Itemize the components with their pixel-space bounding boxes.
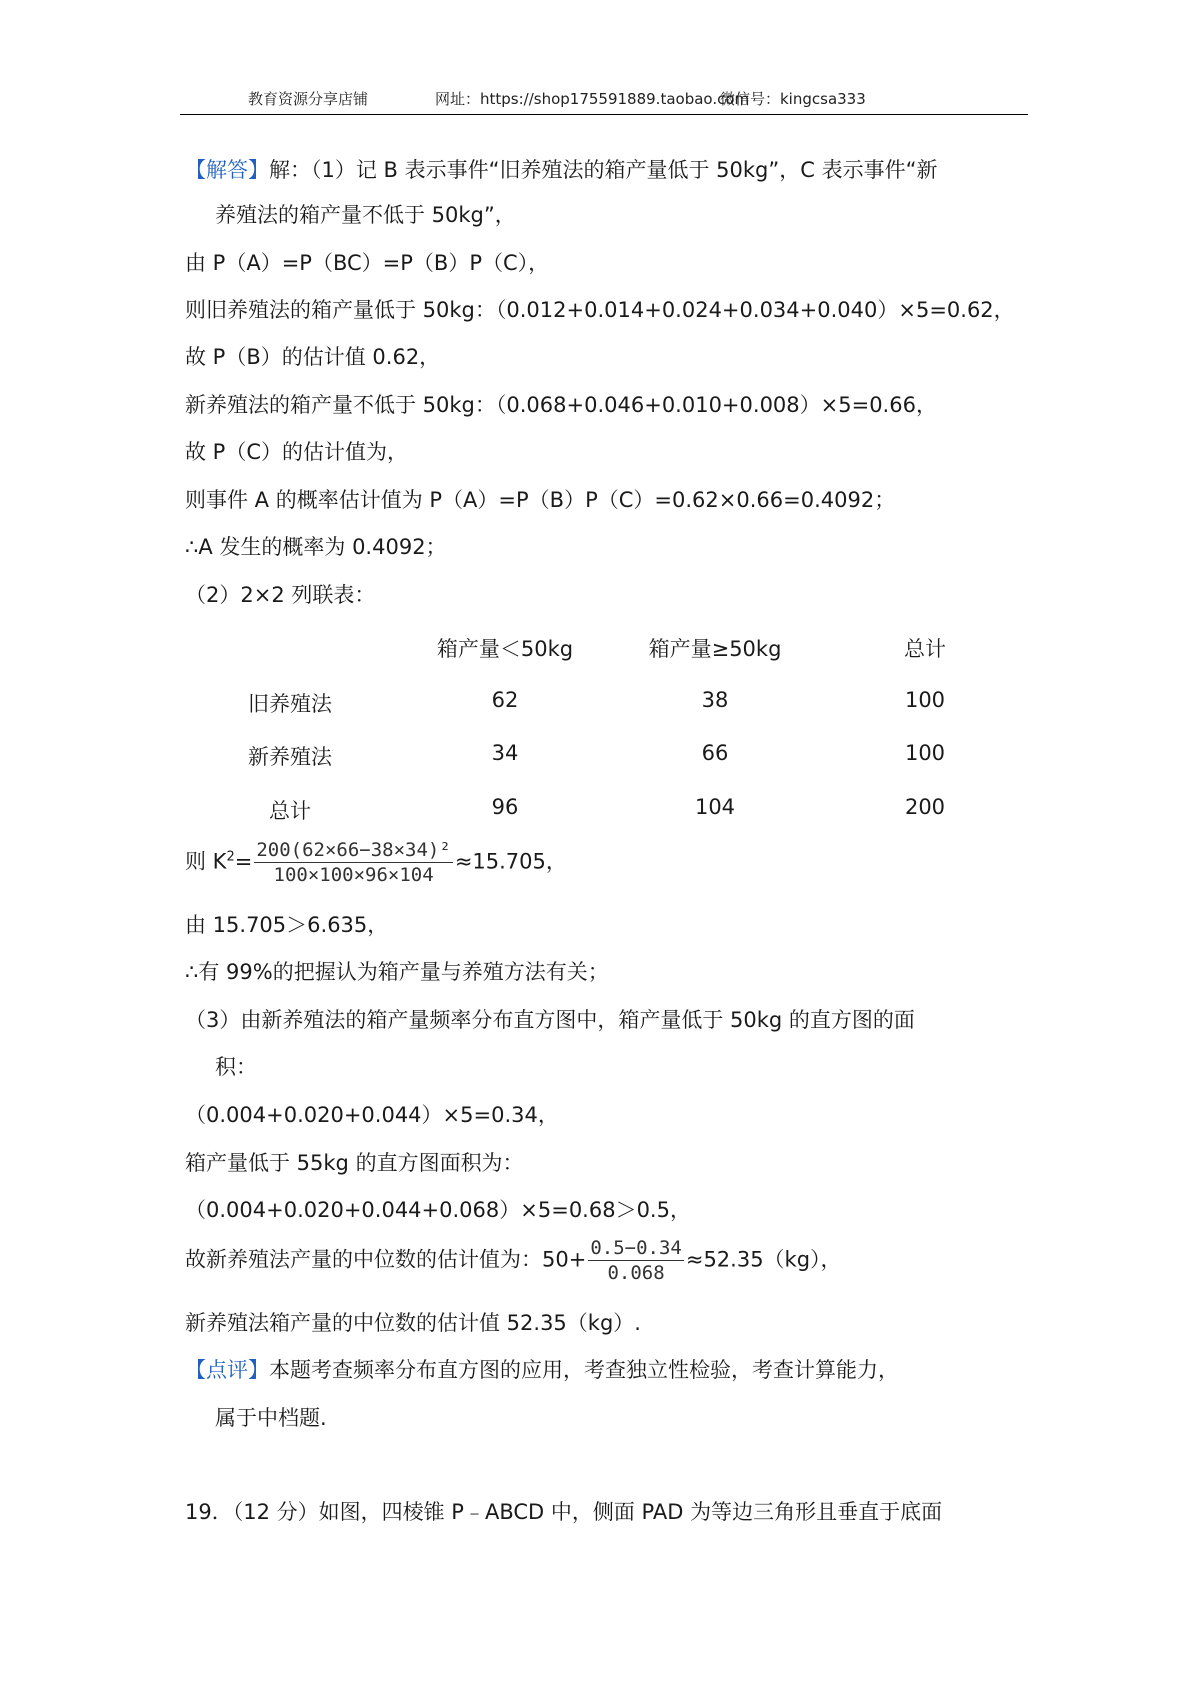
answer-line-2: 养殖法的箱产量不低于 50kg”，	[215, 203, 516, 227]
comment-line-2: 属于中档题.	[215, 1406, 327, 1430]
part3-line-5: （0.004+0.020+0.044+0.068）×5=0.68＞0.5，	[185, 1198, 691, 1222]
comment-text-1: 本题考查频率分布直方图的应用，考查独立性检验，考查计算能力，	[269, 1358, 899, 1382]
page-header	[180, 84, 1028, 115]
table-cell: 96	[491, 795, 519, 819]
median-formula	[185, 1236, 842, 1285]
comment-line-1	[185, 1355, 899, 1385]
answer-tag: 【解答】	[185, 158, 269, 182]
median-fraction	[588, 1236, 684, 1285]
table-header: 箱产量＜50kg	[436, 637, 574, 661]
median-denominator: 0.068	[607, 1262, 665, 1284]
answer-text-1: 解：（1）记 B 表示事件“旧养殖法的箱产量低于 50kg”，C 表示事件“新	[269, 158, 938, 182]
table-cell: 104	[694, 795, 736, 819]
table-cell: 100	[904, 688, 946, 712]
median-prefix: 故新养殖法产量的中位数的估计值为：50+	[185, 1247, 587, 1272]
header-wechat: 微信号：kingcsa333	[720, 90, 866, 108]
median-numerator: 0.5−0.34	[590, 1237, 682, 1259]
answer-line-8: 则事件 A 的概率估计值为 P（A）=P（B）P（C）=0.62×0.66=0.4092；	[185, 488, 896, 512]
answer-line-9: ∴A 发生的概率为 0.4092；	[185, 535, 447, 559]
table-cell: 100	[904, 741, 946, 765]
part2-line-2: ∴有 99%的把握认为箱产量与养殖方法有关；	[185, 960, 609, 984]
part2-line-1: 由 15.705＞6.635，	[185, 913, 389, 937]
answer-line-1	[185, 155, 937, 185]
header-shop: 教育资源分享店铺	[248, 90, 369, 108]
table-header: 总计	[904, 637, 946, 661]
answer-line-10: （2）2×2 列联表：	[185, 583, 376, 607]
table-cell: 200	[904, 795, 946, 819]
comment-tag: 【点评】	[185, 1358, 269, 1382]
answer-line-3: 由 P（A）=P（BC）=P（B）P（C），	[185, 251, 550, 275]
k2-formula	[185, 838, 567, 887]
table-row-label: 旧养殖法	[248, 692, 332, 716]
part3-line-3: （0.004+0.020+0.044）×5=0.34，	[185, 1103, 559, 1127]
k2-fraction	[254, 838, 452, 887]
answer-line-6: 新养殖法的箱产量不低于 50kg：（0.068+0.046+0.010+0.008）×5=0.66，	[185, 393, 937, 417]
table-cell: 62	[491, 688, 519, 712]
header-url: 网址：https://shop175591889.taobao.com	[435, 90, 750, 108]
answer-line-7: 故 P（C）的估计值为，	[185, 440, 409, 464]
part3-line-4: 箱产量低于 55kg 的直方图面积为：	[185, 1151, 524, 1175]
answer-line-5: 故 P（B）的估计值 0.62，	[185, 345, 441, 369]
table-header: 箱产量≥50kg	[648, 637, 782, 661]
table-cell: 34	[491, 741, 519, 765]
k2-sup: 2	[226, 849, 235, 865]
part3-line-2: 积：	[215, 1055, 257, 1079]
k2-numerator: 200(62×66−38×34)²	[256, 839, 451, 861]
k2-eq: =	[234, 849, 253, 874]
question-19: 19．（12 分）如图，四棱锥 P﹣ABCD 中，侧面 PAD 为等边三角形且垂直于底面	[185, 1500, 943, 1524]
k2-prefix: 则 K	[185, 849, 227, 874]
table-row-label: 总计	[269, 799, 311, 823]
answer-line-4: 则旧养殖法的箱产量低于 50kg：（0.012+0.014+0.024+0.034+0.040）×5=0.62，	[185, 298, 1015, 322]
part3-line-1: （3）由新养殖法的箱产量频率分布直方图中，箱产量低于 50kg 的直方图的面	[185, 1008, 915, 1032]
table-cell: 66	[701, 741, 729, 765]
k2-denominator: 100×100×96×104	[273, 864, 434, 886]
table-cell: 38	[701, 688, 729, 712]
median-suffix: ≈52.35（kg），	[685, 1247, 842, 1272]
k2-suffix: ≈15.705，	[454, 849, 567, 874]
table-row-label: 新养殖法	[248, 745, 332, 769]
part3-line-7: 新养殖法箱产量的中位数的估计值 52.35（kg）.	[185, 1311, 641, 1335]
